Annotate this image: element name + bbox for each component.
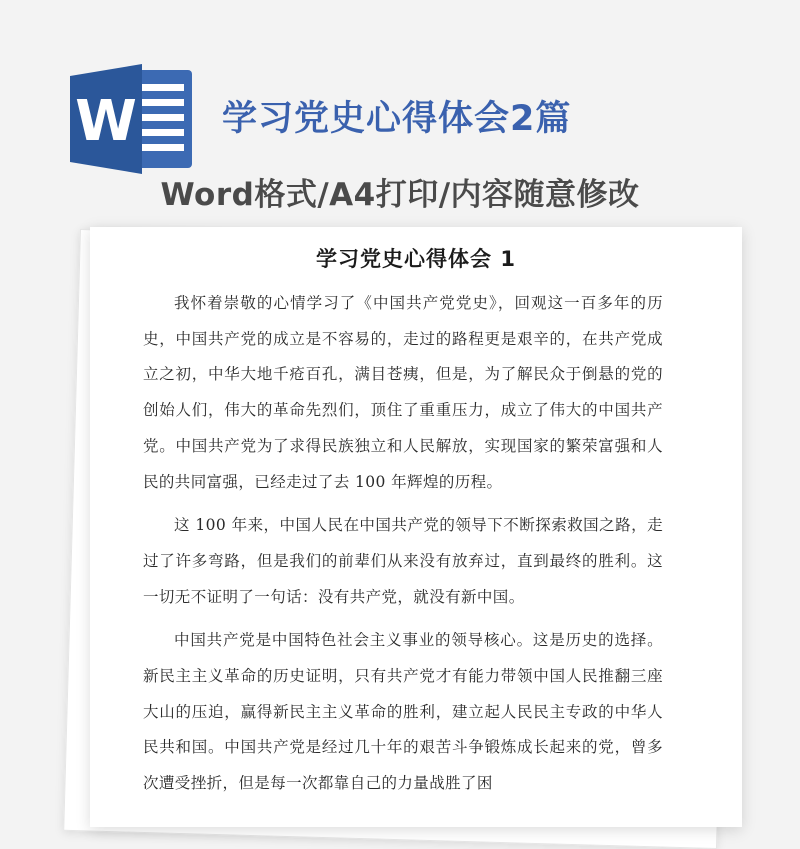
- page-subtitle: Word格式/A4打印/内容随意修改: [160, 177, 640, 213]
- paragraph: 这 100 年来，中国人民在中国共产党的领导下不断探索救国之路，走过了许多弯路，但是我们的前辈们从来没有放弃过，直到最终的胜利。这一切无不证明了一句话：没有共产党，就没有新中国。: [143, 516, 664, 606]
- word-icon: [70, 64, 196, 174]
- document-heading: 学习党史心得体会 1: [316, 247, 516, 271]
- paragraph: 我怀着崇敬的心情学习了《中国共产党党史》，回观这一百多年的历史，中国共产党的成立是不容易的，走过的路程更是艰辛的，在共产党成立之初，中华大地千疮百孔，满目苍痍，但是，为了解民众于倒悬的党的创始人们，伟大的革命先烈们，顶住了重重压力，成立了伟大的中国共产党。中国共产党为了求得民族独立和人民解放，实现国家的繁荣富强和人民的共同富强，已经走过了去 100 年辉煌的历程。: [143, 294, 663, 491]
- document-body: [143, 286, 663, 810]
- page-title: 学习党史心得体会2篇: [222, 99, 572, 139]
- word-icon-letter: W: [75, 89, 137, 154]
- paragraph: 中国共产党是中国特色社会主义事业的领导核心。这是历史的选择。新民主主义革命的历史证明，只有共产党才有能力带领中国人民推翻三座大山的压迫，赢得新民主主义革命的胜利，建立起人民民主专政的中华人民共和国。中国共产党是经过几十年的艰苦斗争锻炼成长起来的党，曾多次遭受挫折，但是每一次都靠自己的力量战胜了困: [143, 631, 663, 793]
